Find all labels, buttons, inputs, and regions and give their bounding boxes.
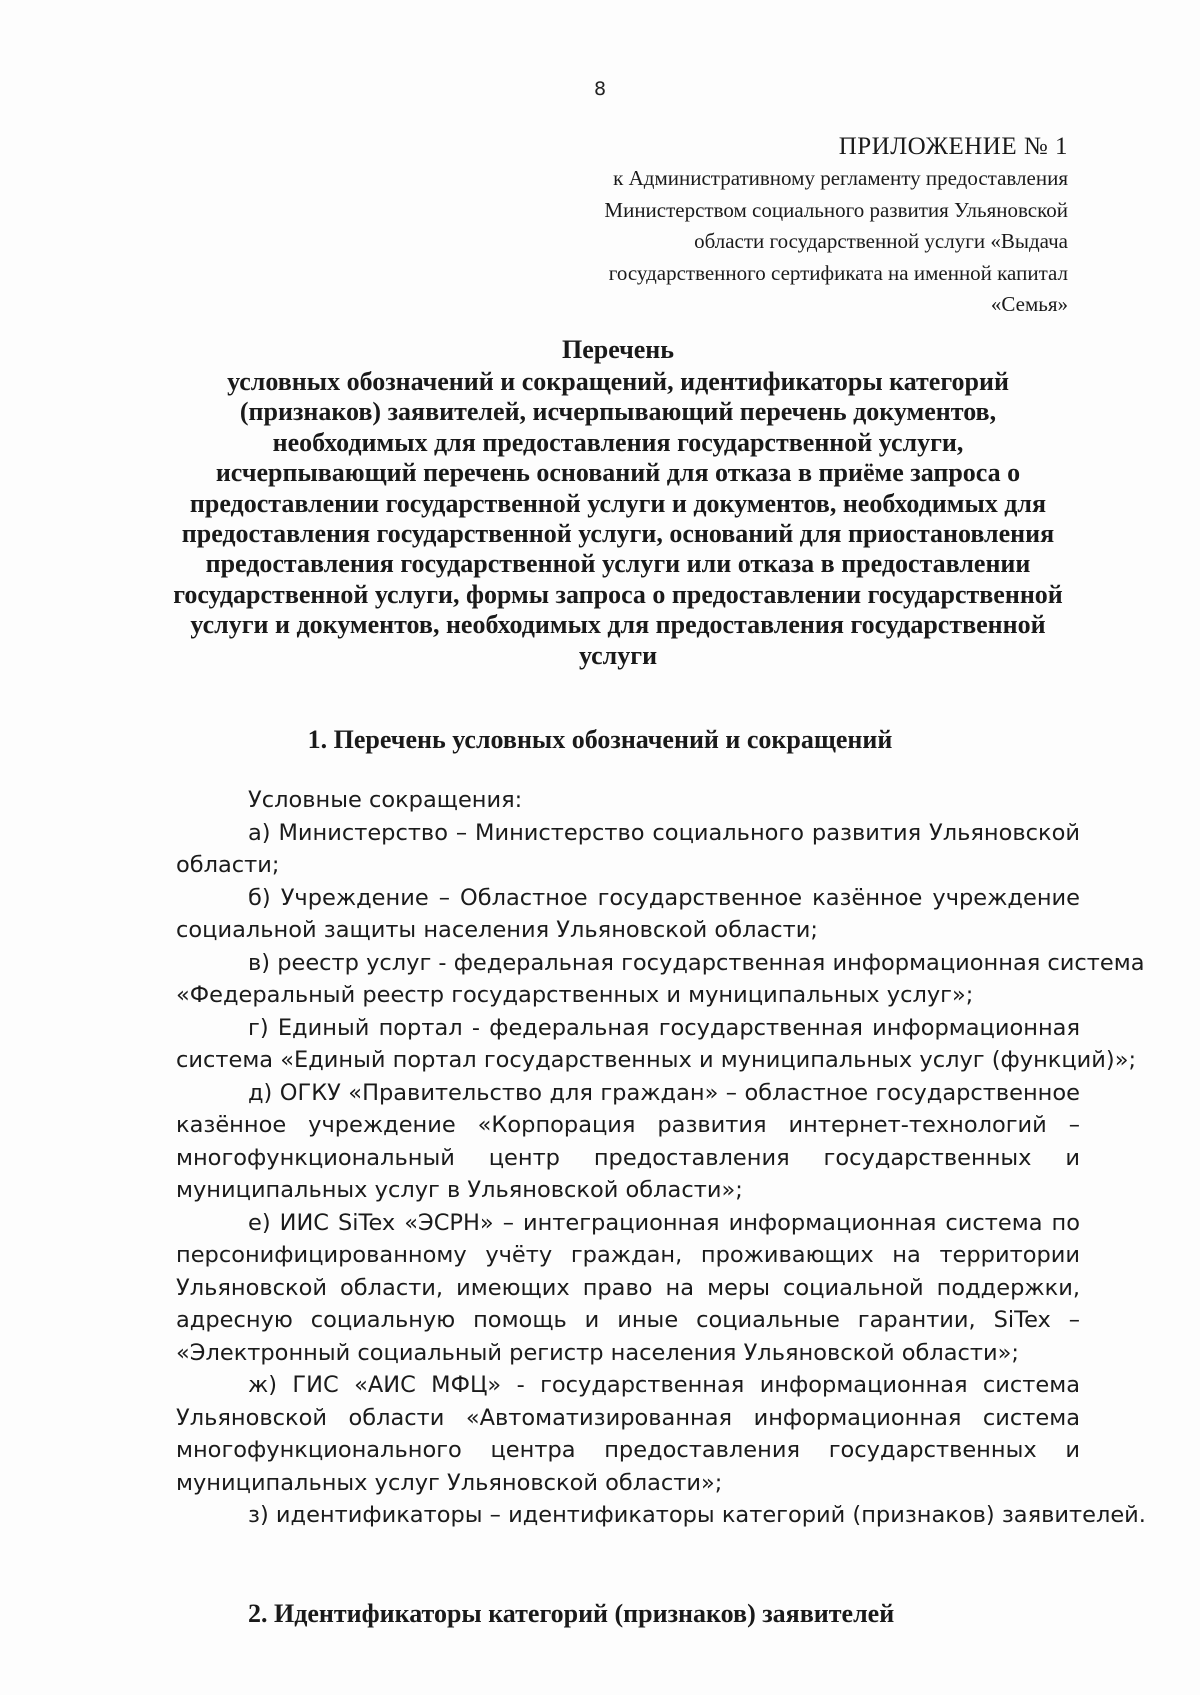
title-line: услуги и документов, необходимых для предоставления государственной: [190, 610, 1046, 640]
body-line: б) Учреждение – Областное государственное казённое учреждение: [248, 884, 1080, 911]
body-line: з) идентификаторы – идентификаторы категорий (признаков) заявителей.: [248, 1502, 1146, 1528]
section-1-body: [176, 784, 1146, 1532]
section-1-heading: 1. Перечень условных обозначений и сокращений: [307, 725, 893, 754]
title-line: необходимых для предоставления государственной услуги,: [272, 427, 964, 457]
appendix-line: к Административному регламенту предоставления: [613, 166, 1068, 190]
body-line: «Электронный социальный регистр населения Ульяновской области»;: [176, 1339, 1019, 1366]
title-line: предоставления государственной услуги или отказа в предоставлении: [205, 549, 1031, 579]
body-line: адресную социальную помощь и иные социальные гарантии, SiTex –: [176, 1307, 1080, 1333]
title-line: предоставления государственной услуги, оснований для приостановления: [181, 519, 1055, 549]
appendix-block: [508, 131, 1068, 321]
body-line: а) Министерство – Министерство социального развития Ульяновской: [248, 819, 1080, 846]
body-line: г) Единый портал - федеральная государственная информационная: [248, 1014, 1080, 1041]
body-line: д) ОГКУ «Правительство для граждан» – областное государственное: [248, 1079, 1080, 1106]
body-line: система «Единый портал государственных и муниципальных услуг (функций)»;: [176, 1047, 1137, 1073]
body-line: персонифицированному учёту граждан, проживающих на территории: [176, 1242, 1080, 1268]
section-2-heading: 2. Идентификаторы категорий (признаков) заявителей: [248, 1599, 895, 1628]
appendix-line: «Семья»: [990, 292, 1068, 316]
title-line: (признаков) заявителей, исчерпывающий перечень документов,: [239, 397, 997, 427]
title-line: государственной услуги, формы запроса о предоставлении государственной: [173, 579, 1063, 609]
body-line: казённое учреждение «Корпорация развития интернет-технологий –: [176, 1112, 1080, 1138]
body-line: Ульяновской области «Автоматизированная информационная система: [176, 1404, 1080, 1431]
body-line: Условные сокращения:: [248, 787, 523, 813]
title-line: исчерпывающий перечень оснований для отказа в приёме запроса о: [215, 458, 1021, 488]
body-line: социальной защиты населения Ульяновской области;: [176, 917, 818, 943]
body-line: многофункционального центра предоставления государственных и: [176, 1437, 1080, 1463]
title-line: условных обозначений и сокращений, идентификаторы категорий: [227, 367, 1009, 396]
body-line: муниципальных услуг Ульяновской области»;: [176, 1469, 723, 1496]
title-line: услуги: [578, 640, 658, 670]
document-title: [160, 333, 1076, 671]
appendix-line: области государственной услуги «Выдача: [694, 229, 1068, 253]
title-heading: Перечень: [561, 335, 675, 364]
body-line: «Федеральный реестр государственных и муниципальных услуг»;: [176, 982, 974, 1008]
body-line: многофункциональный центр предоставления государственных и: [176, 1144, 1080, 1171]
page-number: 8: [593, 78, 607, 100]
body-line: области;: [176, 852, 280, 878]
body-line: в) реестр услуг - федеральная государственная информационная система: [248, 949, 1145, 976]
body-line: муниципальных услуг в Ульяновской области»;: [176, 1177, 743, 1203]
appendix-title: ПРИЛОЖЕНИЕ № 1: [838, 133, 1068, 160]
appendix-line: государственного сертификата на именной капитал: [608, 260, 1068, 285]
body-line: ж) ГИС «АИС МФЦ» - государственная информационная система: [248, 1372, 1080, 1398]
body-line: е) ИИС SiTex «ЭСРН» – интеграционная информационная система по: [248, 1209, 1080, 1236]
appendix-line: Министерством социального развития Ульяновской: [604, 197, 1068, 222]
title-line: предоставлении государственной услуги и документов, необходимых для: [189, 488, 1047, 518]
body-line: Ульяновской области, имеющих право на меры социальной поддержки,: [176, 1274, 1080, 1301]
